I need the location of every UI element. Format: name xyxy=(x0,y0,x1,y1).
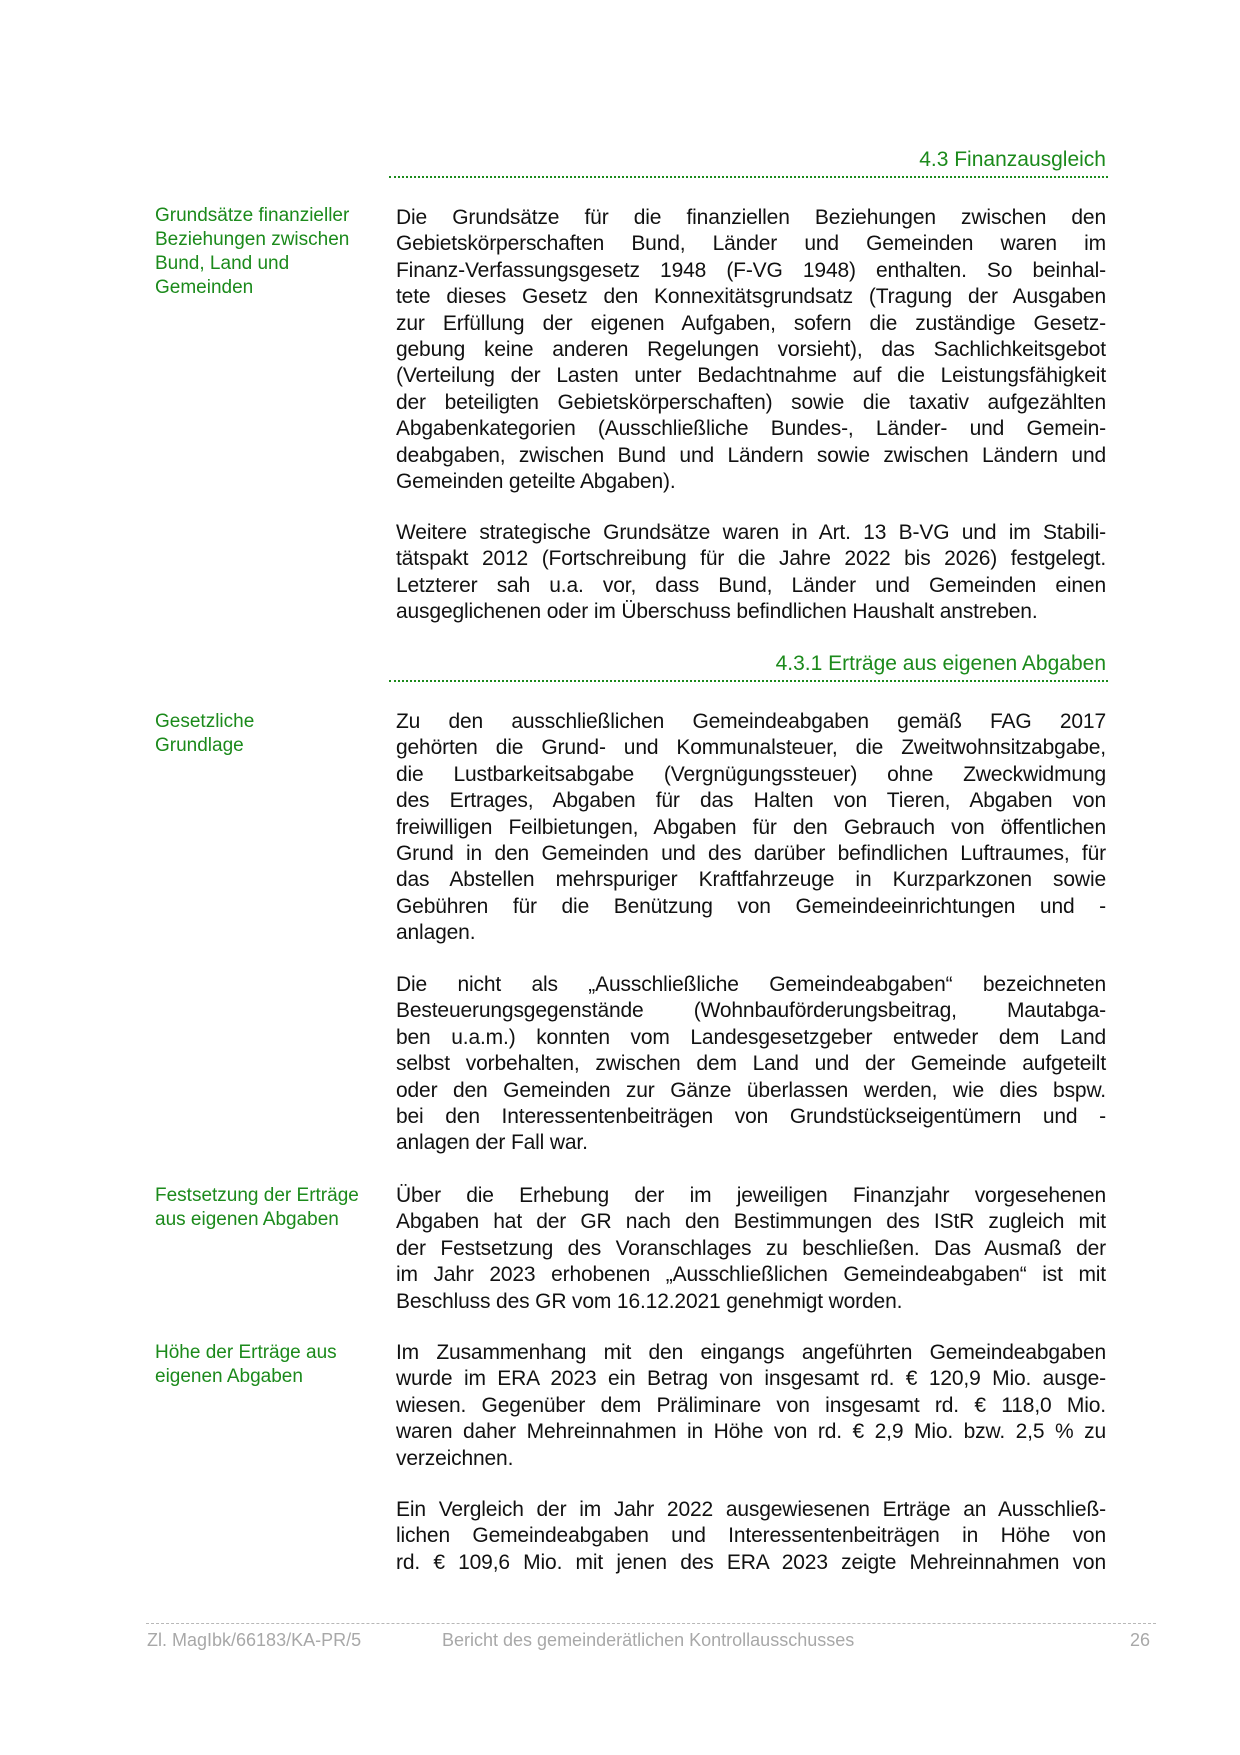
paragraph-line: ausgeglichenen oder im Überschuss befindlichen Haushalt anstreben. xyxy=(396,600,1038,624)
paragraph-line: freiwilligen Feilbietungen, Abgaben für den Gebrauch von öffentlichen xyxy=(396,815,1106,839)
paragraph-line: ben u.a.m.) konnten vom Landesgesetzgeber entweder dem Land xyxy=(396,1025,1106,1049)
paragraph-line: bei den Interessentenbeiträgen von Grundstückseigentümern und - xyxy=(396,1104,1106,1128)
paragraph-line: das Abstellen mehrspuriger Kraftfahrzeuge in Kurzparkzonen sowie xyxy=(396,868,1106,892)
subsection-heading-divider xyxy=(389,680,1108,682)
paragraph-line: lichen Gemeindeabgaben und Interessentenbeiträgen in Höhe von xyxy=(396,1524,1106,1548)
section-heading-divider xyxy=(389,176,1108,178)
paragraph-line: rd. € 109,6 Mio. mit jenen des ERA 2023 zeigte Mehreinnahmen von xyxy=(396,1550,1106,1574)
paragraph-line: Die Grundsätze für die finanziellen Beziehungen zwischen den xyxy=(396,206,1106,229)
footer-divider xyxy=(146,1623,1156,1624)
body-paragraph xyxy=(396,1497,1106,1576)
body-paragraph xyxy=(396,709,1106,947)
paragraph-line: tätspakt 2012 (Fortschreibung für die Jahre 2022 bis 2026) festgelegt. xyxy=(396,547,1106,571)
paragraph-line: (Verteilung der Lasten unter Bedachtnahme auf die Leistungsfähigkeit xyxy=(396,364,1106,388)
paragraph-line: Besteuerungsgegenstände (Wohnbauförderungsbeitrag, Mautabga- xyxy=(396,999,1106,1023)
margin-note-line: Grundsätze finanzieller xyxy=(155,205,350,226)
paragraph-line: verzeichnen. xyxy=(396,1446,514,1470)
paragraph-line: Über die Erhebung der im jeweiligen Finanzjahr vorgesehenen xyxy=(396,1184,1106,1207)
paragraph-line: Abgaben hat der GR nach den Bestimmungen des IStR zugleich mit xyxy=(396,1210,1106,1234)
paragraph-line: der beteiligten Gebietskörperschaften) sowie die taxativ aufgezählten xyxy=(396,390,1106,414)
paragraph-line: Ein Vergleich der im Jahr 2022 ausgewiesenen Erträge an Ausschließ- xyxy=(396,1498,1106,1521)
paragraph-line: Weitere strategische Grundsätze waren in Art. 13 B-VG und im Stabili- xyxy=(396,521,1106,544)
margin-note xyxy=(155,1341,380,1389)
paragraph-line: die Lustbarkeitsabgabe (Vergnügungssteuer) ohne Zweckwidmung xyxy=(396,762,1106,786)
paragraph-line: wiesen. Gegenüber dem Präliminare von insgesamt rd. € 118,0 Mio. xyxy=(396,1393,1106,1417)
paragraph-line: gehörten die Grund- und Kommunalsteuer, die Zweitwohnsitzabgabe, xyxy=(396,736,1106,760)
paragraph-line: deabgaben, zwischen Bund und Ländern sowie zwischen Ländern und xyxy=(396,443,1106,467)
paragraph-line: anlagen der Fall war. xyxy=(396,1131,588,1155)
margin-note-line: aus eigenen Abgaben xyxy=(155,1209,339,1230)
paragraph-line: Abgabenkategorien (Ausschließliche Bundes-, Länder- und Gemein- xyxy=(396,417,1106,441)
body-paragraph xyxy=(396,972,1106,1157)
paragraph-line: des Ertrages, Abgaben für das Halten von Tieren, Abgaben von xyxy=(396,789,1106,813)
paragraph-line: anlagen. xyxy=(396,921,476,945)
margin-note-line: eigenen Abgaben xyxy=(155,1366,303,1387)
paragraph-line: wurde im ERA 2023 ein Betrag von insgesamt rd. € 120,9 Mio. ausge- xyxy=(396,1367,1106,1391)
paragraph-line: der Festsetzung des Voranschlages zu beschließen. Das Ausmaß der xyxy=(396,1236,1106,1260)
margin-note-line: Bund, Land und xyxy=(155,253,290,274)
paragraph-line: Finanz-Verfassungsgesetz 1948 (F-VG 1948) enthalten. So beinhal- xyxy=(396,258,1106,282)
subsection-heading: 4.3.1 Erträge aus eigenen Abgaben xyxy=(775,652,1106,675)
margin-note-line: Höhe der Erträge aus xyxy=(155,1342,337,1363)
paragraph-line: Beschluss des GR vom 16.12.2021 genehmigt worden. xyxy=(396,1289,903,1313)
paragraph-line: im Jahr 2023 erhobenen „Ausschließlichen Gemeindeabgaben“ ist mit xyxy=(396,1263,1106,1287)
body-paragraph xyxy=(396,520,1106,626)
paragraph-line: Gebühren für die Benützung von Gemeindeeinrichtungen und - xyxy=(396,894,1106,918)
margin-note xyxy=(155,710,380,758)
margin-note xyxy=(155,1184,380,1232)
paragraph-line: Gemeinden geteilte Abgaben). xyxy=(396,469,676,493)
body-paragraph xyxy=(396,205,1106,495)
paragraph-line: zur Erfüllung der eigenen Aufgaben, sofern die zuständige Gesetz- xyxy=(396,311,1106,335)
paragraph-line: gebung keine anderen Regelungen vorsieht), das Sachlichkeitsgebot xyxy=(396,337,1106,361)
paragraph-line: Letzterer sah u.a. vor, dass Bund, Länder und Gemeinden einen xyxy=(396,573,1106,597)
body-paragraph xyxy=(396,1340,1106,1472)
paragraph-line: tete dieses Gesetz den Konnexitätsgrundsatz (Tragung der Ausgaben xyxy=(396,285,1106,309)
margin-note-line: Festsetzung der Erträge xyxy=(155,1185,359,1206)
margin-note-line: Gesetzliche xyxy=(155,711,255,732)
margin-note-line: Beziehungen zwischen xyxy=(155,229,350,250)
paragraph-line: Im Zusammenhang mit den eingangs angeführten Gemeindeabgaben xyxy=(396,1341,1106,1364)
paragraph-line: Zu den ausschließlichen Gemeindeabgaben gemäß FAG 2017 xyxy=(396,710,1106,733)
footer-title: Bericht des gemeinderätlichen Kontrollausschusses xyxy=(442,1630,855,1650)
section-heading: 4.3 Finanzausgleich xyxy=(919,148,1106,171)
body-paragraph xyxy=(396,1183,1106,1315)
margin-note xyxy=(155,204,380,300)
paragraph-line: selbst vorbehalten, zwischen dem Land und der Gemeinde aufgeteilt xyxy=(396,1052,1106,1076)
page-number: 26 xyxy=(1129,1630,1150,1650)
paragraph-line: waren daher Mehreinnahmen in Höhe von rd. € 2,9 Mio. bzw. 2,5 % zu xyxy=(396,1420,1106,1444)
paragraph-line: Gebietskörperschaften Bund, Länder und Gemeinden waren im xyxy=(396,232,1106,256)
paragraph-line: Grund in den Gemeinden und des darüber befindlichen Luftraumes, für xyxy=(396,841,1106,865)
margin-note-line: Gemeinden xyxy=(155,277,254,298)
margin-note-line: Grundlage xyxy=(155,735,244,756)
paragraph-line: Die nicht als „Ausschließliche Gemeindeabgaben“ bezeichneten xyxy=(396,973,1106,996)
footer-reference: Zl. MagIbk/66183/KA-PR/5 xyxy=(147,1630,362,1650)
paragraph-line: oder den Gemeinden zur Gänze überlassen werden, wie dies bspw. xyxy=(396,1078,1106,1102)
